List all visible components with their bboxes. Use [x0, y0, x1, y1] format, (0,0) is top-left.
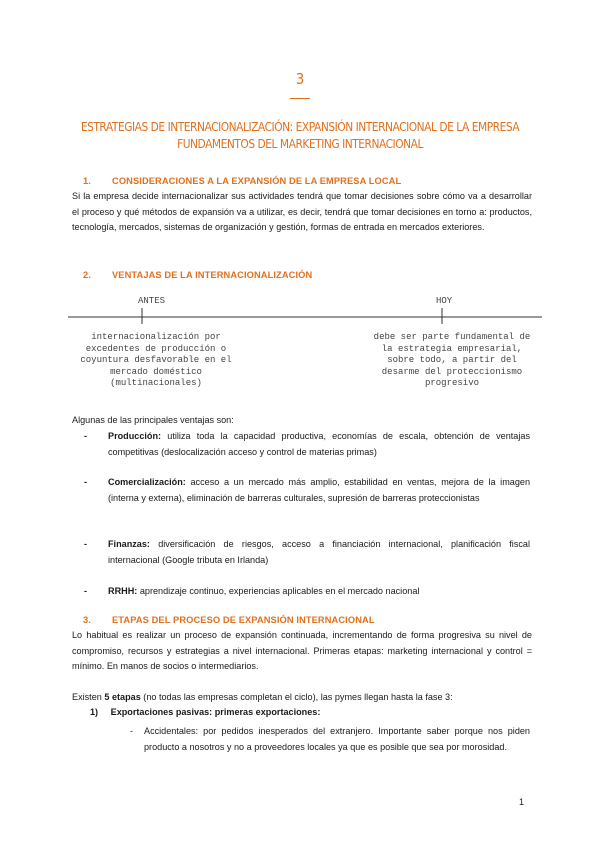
antes-line: coyuntura desfavorable en el: [80, 355, 232, 365]
section-2-title: VENTAJAS DE LA INTERNACIONALIZACIÓN: [112, 270, 313, 280]
section-3-number: 3.: [83, 615, 91, 625]
section-1-number: 1.: [83, 176, 91, 186]
section-3-title: ETAPAS DEL PROCESO DE EXPANSIÓN INTERNACIONAL: [112, 615, 375, 625]
antes-line: (multinacionales): [110, 378, 202, 388]
chapter-rule: [290, 98, 310, 99]
bullet-text: [108, 584, 530, 600]
stage-1-mark: -: [130, 726, 134, 736]
section-2-number: 2.: [83, 270, 91, 280]
stages-text: [72, 690, 532, 706]
page-number: 1: [519, 797, 525, 807]
bullet-mark: -: [84, 431, 88, 441]
bullet-label: Producción:: [108, 431, 162, 441]
stage-1-text: Accidentales: por pedidos inesperados del extranjero. Importante saber porque nos piden producto a nosotros y no a proveedores locales ya que es posible que sea por morosidad.: [144, 726, 530, 752]
advantages-intro-text: Algunas de las principales ventajas son:: [72, 415, 234, 425]
antes-label: ANTES: [138, 296, 166, 306]
stages-line: [72, 690, 532, 706]
bullet-mark: -: [84, 477, 88, 487]
antes-line: mercado doméstico: [110, 366, 202, 377]
stage-1-title: Exportaciones pasivas: primeras exportaciones:: [110, 707, 321, 717]
bullet-comercializacion: [84, 475, 530, 506]
antes-description: [66, 332, 246, 390]
hoy-line: progresivo: [424, 378, 479, 388]
bullet-body: acceso a un mercado más amplio, estabilidad en ventas, mejora de la imagen (interna y externa), eliminación de barreras culturales, supresión de barreras proteccionistas: [108, 477, 530, 503]
bullet-body: aprendizaje continuo, experiencias aplicables en el mercado nacional: [137, 586, 420, 596]
bullet-label: Comercialización:: [108, 477, 186, 487]
hoy-line: sobre todo, a partir del: [387, 355, 517, 365]
section-3-text: Lo habitual es realizar un proceso de expansión continuada, incrementando de forma progresiva su nivel de compromiso, recursos y estrategias a nivel internacional. Primeras etapas: marketing internacional y control = mínimo. En manos de socios o intermediarios.: [72, 630, 532, 671]
bullet-mark: -: [84, 586, 88, 596]
hoy-line: la estrategia empresarial,: [381, 343, 523, 354]
stages-prefix: Existen: [72, 692, 105, 702]
timeline-diagram: [60, 294, 550, 389]
hoy-line: desarme del proteccionismo: [381, 366, 523, 377]
hoy-line: debe ser parte fundamental de: [373, 332, 531, 342]
hoy-description: [352, 332, 552, 390]
bullet-text: [108, 429, 530, 460]
chapter-number: 3: [295, 70, 305, 88]
stage-1-number: 1): [90, 707, 99, 717]
stage-1-heading: [90, 707, 320, 717]
bullet-body: utiliza toda la capacidad productiva, economías de escala, obtención de ventajas competitivas (deslocalización acceso y control de materias primas): [108, 431, 530, 457]
bullet-rrhh: [84, 584, 530, 600]
hoy-label: HOY: [436, 296, 453, 306]
title-line-2: FUNDAMENTOS DEL MARKETING INTERNACIONAL: [177, 136, 423, 151]
document-title: [76, 118, 523, 152]
stages-count: 5 etapas: [104, 692, 141, 702]
title-line-1: ESTRATEGIAS DE INTERNACIONALIZACIÓN: EXPANSIÓN INTERNACIONAL DE LA EMPRESA: [80, 119, 520, 134]
bullet-finanzas: [84, 537, 530, 568]
bullet-text: [108, 537, 530, 568]
antes-line: internacionalización por: [91, 332, 221, 342]
section-1-text: Si la empresa decide internacionalizar sus actividades tendrá que tomar decisiones sobre cómo va a desarrollar el proceso y qué métodos de expansión va a utilizar, es decir, tendrá que tomar decisiones en torno a: productos, tecnología, mercados, sistemas de organización y gestión, formas de entrada en mercados exteriores.: [72, 191, 532, 232]
bullet-body: diversificación de riesgos, acceso a financiación internacional, planificación fiscal internacional (Google tributa en Irlanda): [108, 539, 530, 565]
bullet-produccion: [84, 429, 530, 460]
section-1-title: CONSIDERACIONES A LA EXPANSIÓN DE LA EMPRESA LOCAL: [112, 176, 402, 186]
bullet-mark: -: [84, 539, 88, 549]
bullet-label: RRHH:: [108, 586, 138, 596]
section-1-paragraph: [72, 189, 532, 236]
stage-1-item: [130, 724, 530, 755]
bullet-text: [108, 475, 530, 506]
bullet-label: Finanzas:: [108, 539, 150, 549]
antes-line: excedentes de producción o: [85, 343, 227, 354]
advantages-intro: [72, 413, 532, 429]
section-3-paragraph: [72, 628, 532, 675]
stages-suffix: (no todas las empresas completan el ciclo), las pymes llegan hasta la fase 3:: [140, 692, 453, 702]
